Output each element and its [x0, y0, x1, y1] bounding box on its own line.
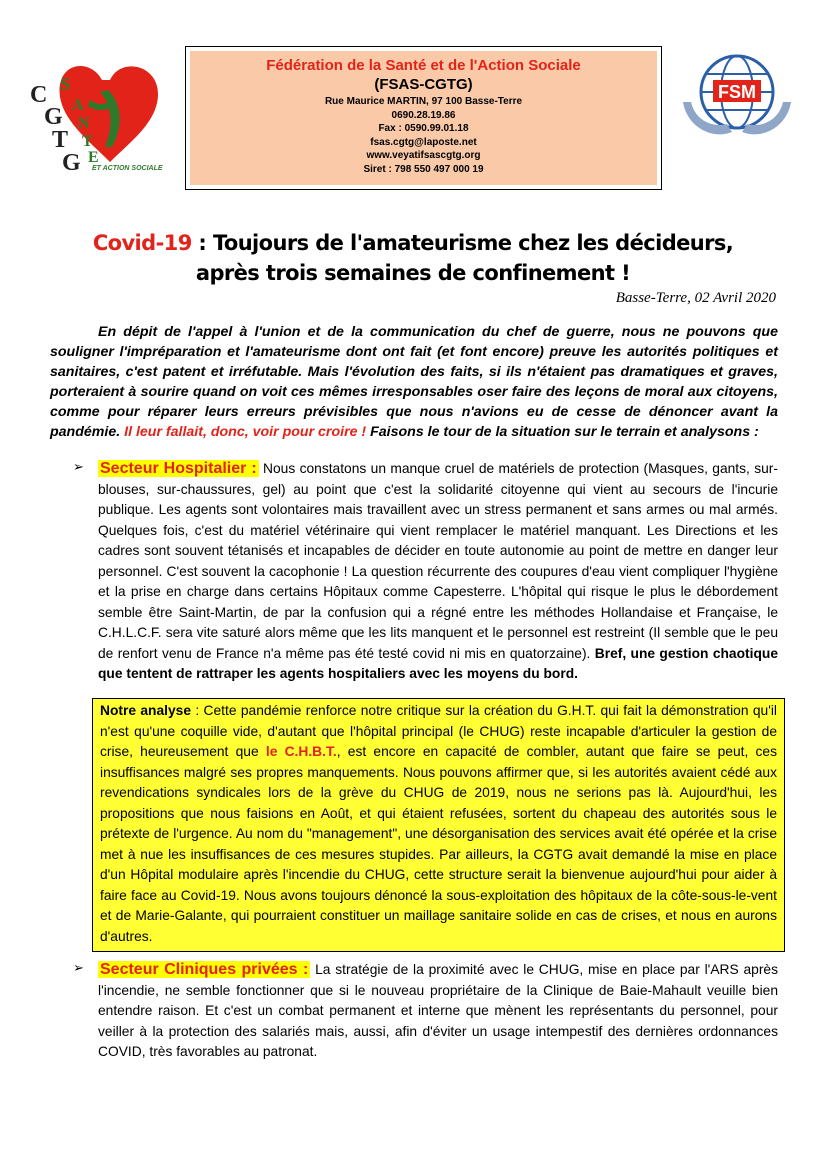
- svg-text:A: A: [72, 97, 84, 114]
- section-label: Secteur Hospitalier :: [100, 460, 257, 477]
- website: www.veyatifsascgtg.org: [366, 150, 481, 161]
- section-body: Nous constatons un manque cruel de matériels de protection (Masques, gants, sur-blouses, sur-chaussures, gel) au point que c'est la solidarité citoyenne qui vient au secours de l'incurie publique. Les agents sont volontaires mais travaillent avec un stress permanent et sans armes ou mal armés. Quelques fois, c'est du matériel vétérinaire qui vient remplacer le matériel manquant. Les Directions et les cadres sont souvent tétanisés et incapables de décider en toute autonomie au point de mettre en danger leur personnel. C'est souvent la cacophonie ! La question récurrente des coupures d'eau vient compliquer l'hygiène et la prise en charge dans certains Hôpitaux comme Capesterre. L'hôpital qui risque le plus le débordement semble être Saint-Martin, de par la confusion qui a régné entre les méthodes Hollandaise et Française, le C.H.L.C.F. sera vite saturé alors même que les lits manquent et le personnel est restreint (Il semble que le peu de renfort venu de France n'a même pas été testé covid ni mis en quatorzaine).: [98, 461, 778, 661]
- page-title: [0, 228, 826, 288]
- phone: 0690.28.19.86: [391, 109, 456, 121]
- dateline: Basse-Terre, 02 Avril 2020: [615, 290, 776, 306]
- analysis-red: le C.H.B.T.: [265, 744, 337, 759]
- header-box: [185, 46, 662, 190]
- svg-text:G: G: [44, 104, 63, 130]
- svg-text:S: S: [60, 74, 71, 94]
- fsm-logo: [677, 52, 797, 147]
- cgtg-sante-logo: [30, 52, 165, 172]
- section-hospitalier-text: [98, 459, 778, 685]
- section-body: La stratégie de la proximité avec le CHUG, mise en place par l'ARS après l'incendie, ne semble fonctionner que si le nouveau propriétaire de la Clinique de Baie-Mahault veuille bien entendre raison. Et c'est un combat permanent et interne que mènent les représentants du personnel, pour veiller à la protection des salariés mais, aussi, afin d'éviter un usage intempestif des dernières ordonnances COVID, très favorables au patronat.: [98, 962, 778, 1059]
- intro-paragraph: [50, 322, 778, 442]
- email: fsas.cgtg@laposte.net: [370, 136, 477, 148]
- intro-text: En dépit de l'appel à l'union et de la communication du chef de guerre, nous ne pouvons que souligner l'impréparation et l'amateurisme dont ont fait (et font encore) preuve les autorités politiques et sanitaires, c'est patent et irréfutable. Mais l'évolution des faits, si ils n'étaient pas dramatiques et graves, porteraient à sourire quand on voit ces mêmes irresponsables oser faire des leçons de moral aux citoyens, comme pour réparer leurs erreurs prévisibles que nous n'avions eu de cesse de dénoncer avant la pandémie.: [50, 324, 778, 440]
- intro-end: Faisons le tour de la situation sur le terrain et analysons :: [366, 424, 759, 440]
- org-name: Fédération de la Santé et de l'Action Sociale: [266, 57, 581, 74]
- fsm-logo-text: FSM: [718, 82, 756, 102]
- svg-text:E: E: [88, 149, 99, 166]
- section-cliniques-text: [98, 960, 778, 1063]
- siret: Siret : 798 550 497 000 19: [363, 163, 484, 175]
- analysis-text2: , est encore en capacité de combler, autant que faire se peut, ces insuffisances malgré ses propres manquements. Nous pouvons affirmer que, si les autorités avaient cédé aux revendications syndicales lors de la grève du CHUG de 2019, nous ne serions pas là. Aujourd'hui, les propositions que nous faisions en Août, et qui étaient refusées, sortent du chapeau des autorités sous le prétexte de l'urgence. Au nom du "management", une désorganisation des services avait été opérée et la crise met à nue les insuffisances de ces mesures stupides. Par ailleurs, la CGTG avait demandé la mise en place d'un Hôpital modulaire après l'incendie du CHUG, cette structure serait la bienvenue aujourd'hui pour aider à faire face au Covid-19. Nous avons toujours dénoncé la sous-exploitation des hôpitaux de la côte-sous-le-vent et de Marie-Galante, qui pourraient constituer un maillage sanitaire solide en cas de crises, et nous en aurons d'autres.: [100, 744, 777, 944]
- section-cliniques: [73, 960, 778, 1063]
- address: Rue Maurice MARTIN, 97 100 Basse-Terre: [324, 96, 523, 107]
- section-bold-end: Bref, une gestion chaotique que tentent de rattraper les agents hospitaliers avec les moyens du bord.: [98, 645, 778, 681]
- svg-text:ET ACTION SOCIALE: ET ACTION SOCIALE: [92, 165, 163, 172]
- title-line2: après trois semaines de confinement !: [195, 261, 631, 285]
- svg-text:N: N: [78, 115, 90, 132]
- svg-text:T: T: [52, 127, 69, 153]
- arrow-bullet-icon: ➢: [73, 459, 84, 474]
- section-label: Secteur Cliniques privées :: [100, 961, 309, 978]
- analysis-text1: : Cette pandémie renforce notre critique sur la création du G.H.T. qui fait la démonstration qu'il n'est qu'une coquille vide, d'autant que l'hôpital principal (le CHUG) reste incapable d'articuler la gestion de crise, heureusement que: [100, 703, 777, 759]
- org-acronym: (FSAS-CGTG): [374, 76, 473, 93]
- svg-text:G: G: [62, 150, 81, 172]
- svg-text:C: C: [30, 82, 48, 108]
- analysis-box: [92, 698, 785, 952]
- analysis-label: Notre analyse: [100, 703, 191, 718]
- title-prefix: Covid-19: [92, 231, 192, 255]
- intro-red: Il leur fallait, donc, voir pour croire !: [124, 424, 367, 440]
- title-line1: : Toujours de l'amateurisme chez les décideurs,: [191, 231, 734, 255]
- section-hospitalier: [73, 459, 778, 685]
- svg-text:T: T: [82, 133, 93, 150]
- arrow-bullet-icon: ➢: [73, 960, 84, 975]
- fax: Fax : 0590.99.01.18: [378, 123, 469, 134]
- header-inner: [190, 51, 657, 185]
